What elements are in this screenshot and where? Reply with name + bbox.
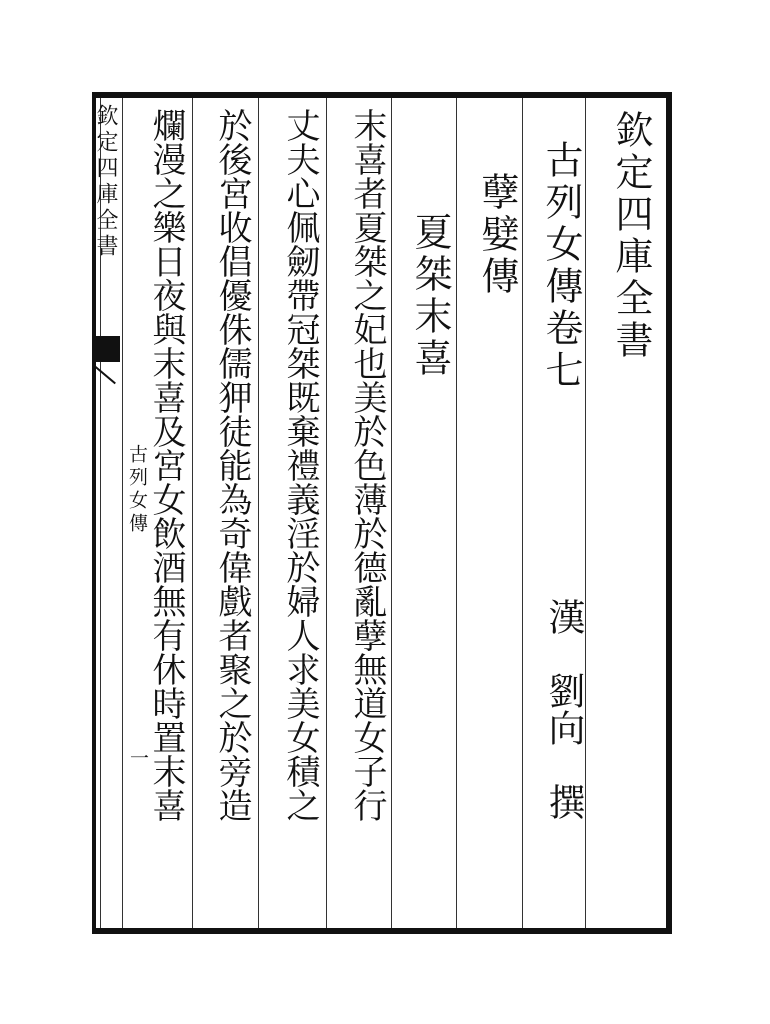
body-column-4: 爛漫之樂日夜與末喜及宮女飲酒無有休時置末喜: [146, 108, 186, 822]
border-bottom: [92, 928, 672, 934]
margin-page-number: 一: [127, 748, 149, 771]
chapter-title: 孽嬖傳: [475, 172, 519, 298]
border-right: [666, 92, 672, 934]
column-rule: [585, 98, 586, 928]
column-rule: [522, 98, 523, 928]
author-line: 漢 劉向 撰: [542, 598, 585, 820]
column-rule: [391, 98, 392, 928]
column-rule: [258, 98, 259, 928]
column-rule: [326, 98, 327, 928]
body-column-1: 末喜者夏桀之妃也美於色薄於德亂孽無道女子行: [347, 108, 387, 822]
fish-tail-mark: [96, 336, 120, 362]
book-title: 欽定四庫全書: [609, 110, 653, 362]
column-rule: [122, 98, 123, 928]
column-rule: [192, 98, 193, 928]
body-column-3: 於後宮收倡優侏儒狎徒能為奇偉戲者聚之於旁造: [212, 108, 252, 822]
volume-title: 古列女傳卷七: [539, 140, 583, 392]
body-column-2: 丈夫心佩劒帶冠桀既棄禮義淫於婦人求美女積之: [280, 108, 320, 822]
story-title: 夏桀末喜: [408, 212, 452, 380]
margin-book-title: 欽定四庫全書: [93, 104, 118, 260]
column-rule: [456, 98, 457, 928]
margin-section-title: 古列女傳: [126, 444, 148, 536]
